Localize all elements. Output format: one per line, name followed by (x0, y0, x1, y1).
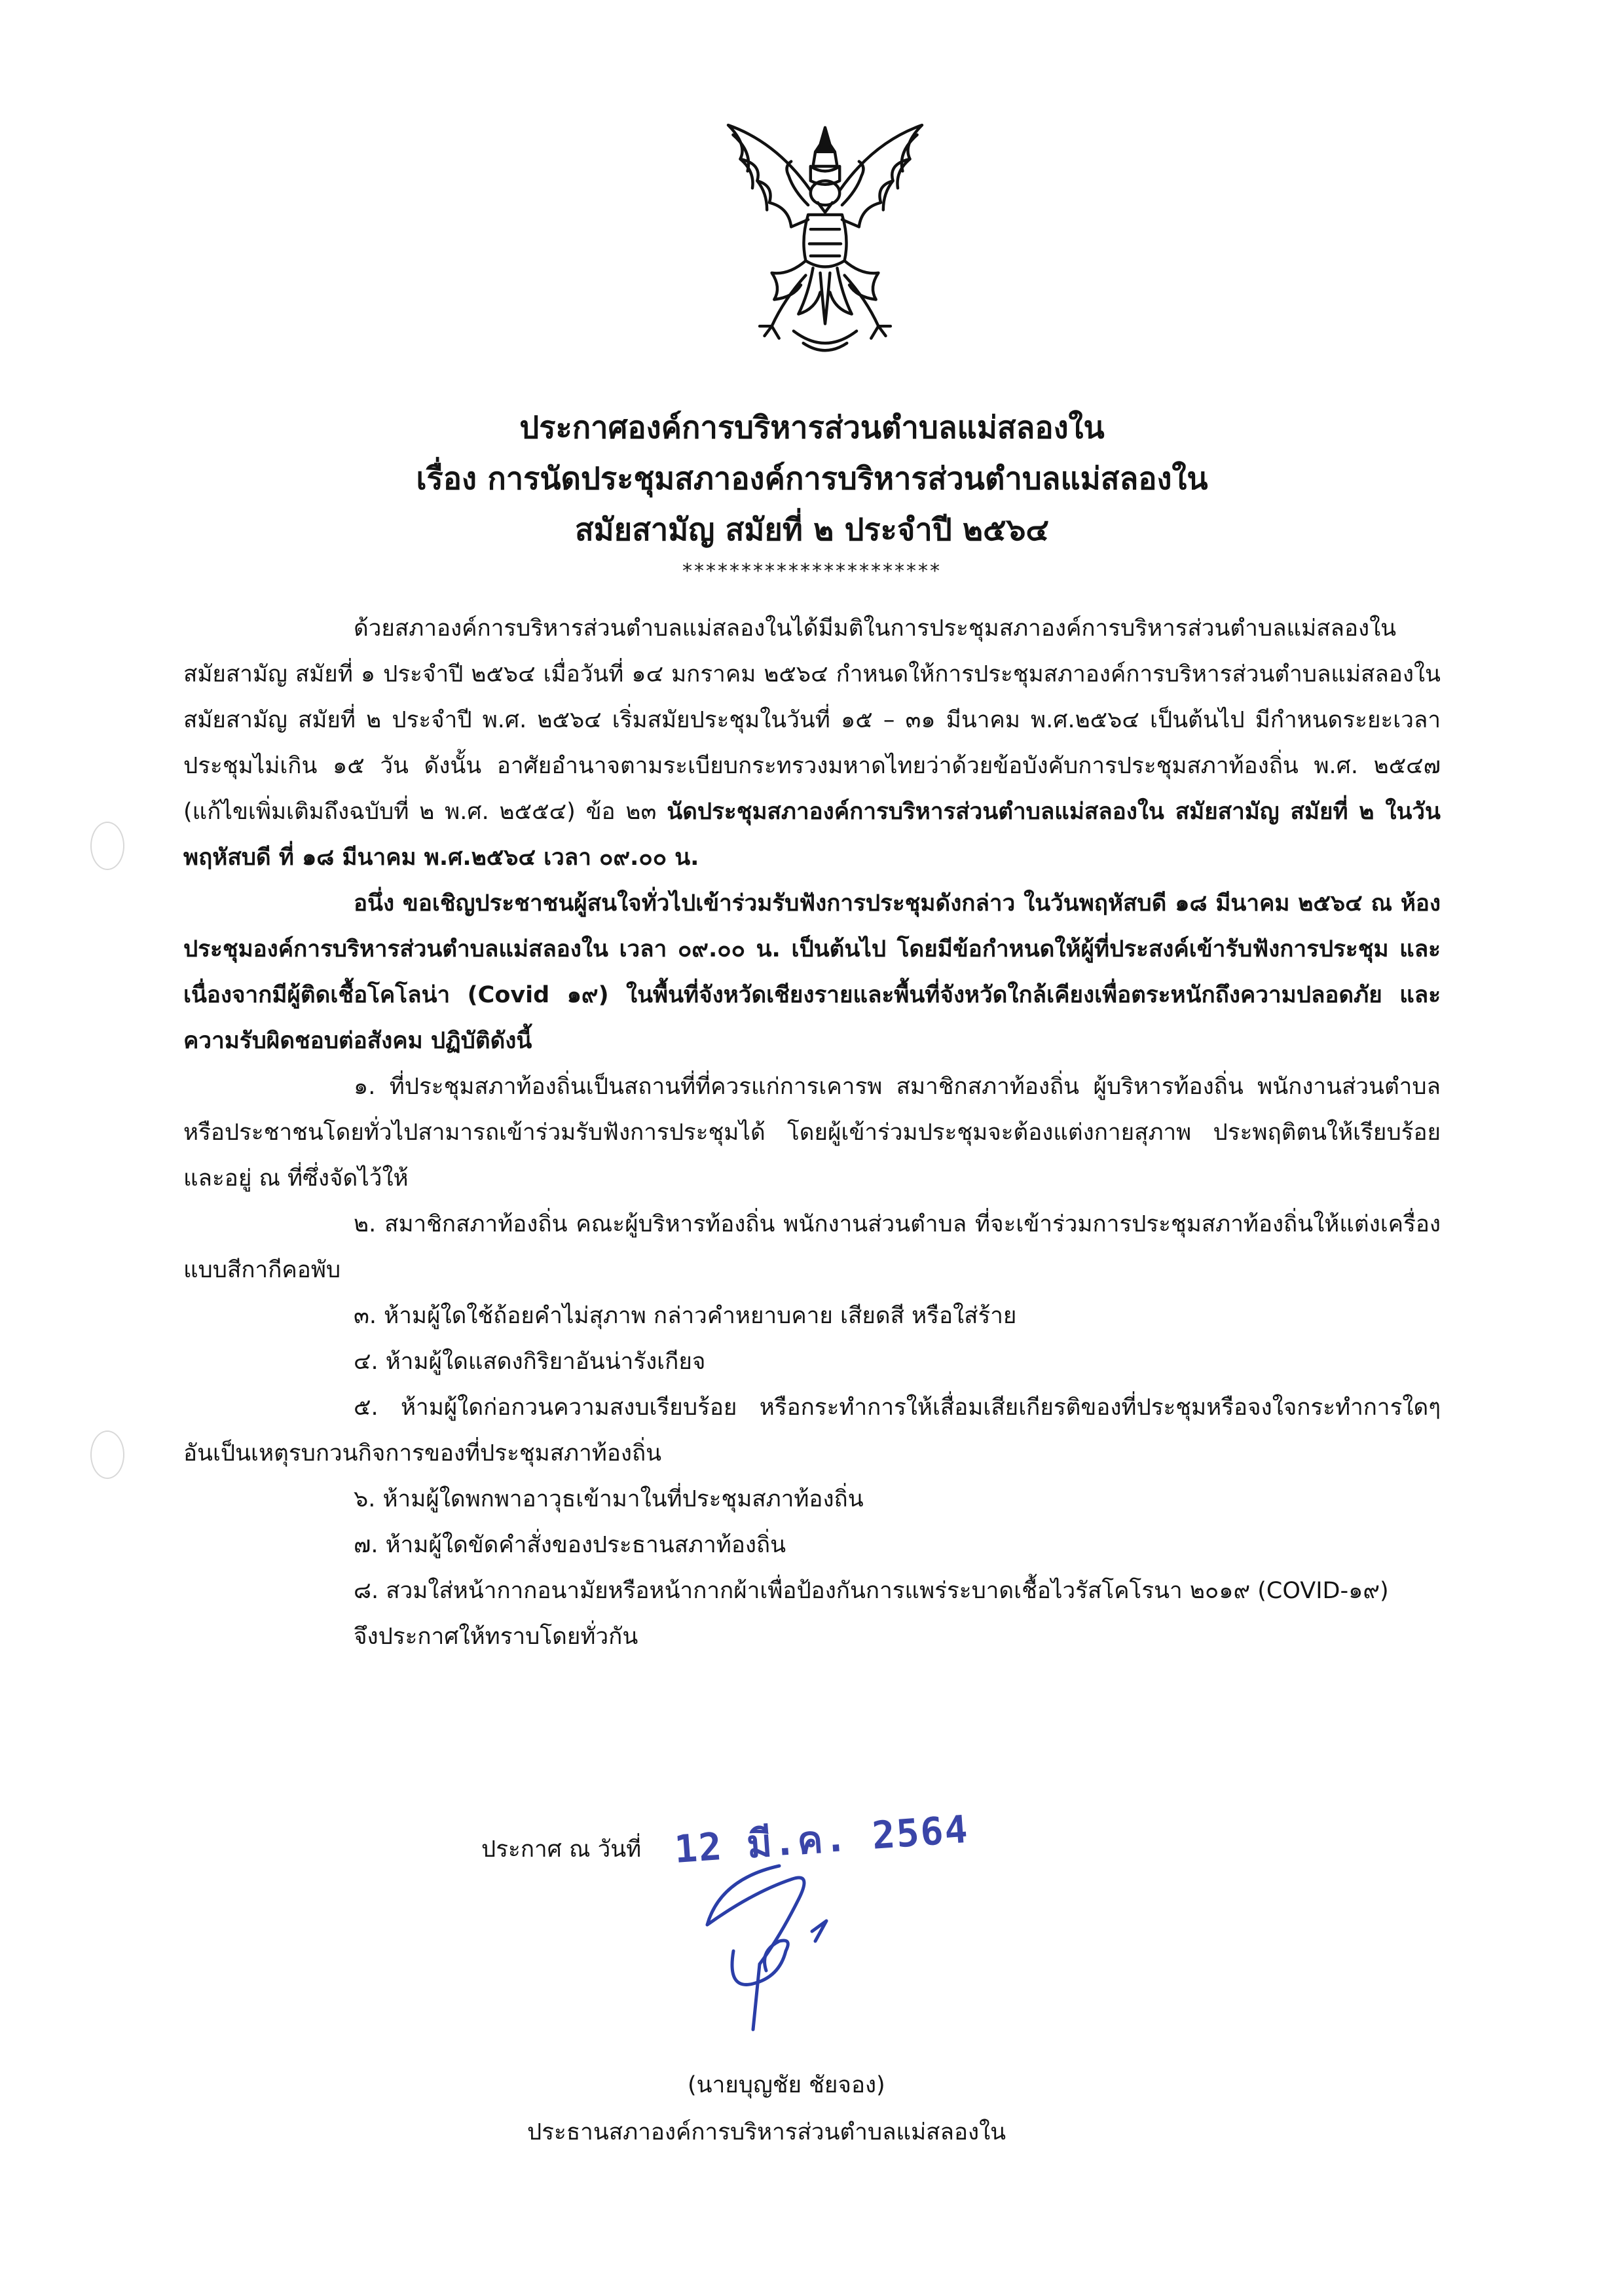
title-separator: ********************** (682, 560, 942, 583)
punch-hole-mark (90, 822, 124, 870)
announcement-session: สมัยสามัญ สมัยที่ ๒ ประจำปี ๒๕๖๔ (575, 512, 1049, 548)
date-stamp: 12 มี.ค. 2564 (673, 1806, 970, 1872)
announcement-subject: เรื่อง การนัดประชุมสภาองค์การบริหารส่วนตำบลแม่สลองใน (416, 461, 1208, 497)
closing-notice: จึงประกาศให้ทราบโดยทั่วกัน (354, 1624, 638, 1650)
garuda-emblem-icon (704, 118, 946, 360)
signer-title: ประธานสภาองค์การบริหารส่วนตำบลแม่สลองใน (527, 2119, 1006, 2145)
rule-item: ๘. สวมใส่หน้ากากอนามัยหรือหน้ากากผ้าเพื่อป้องกันการแพร่ระบาดเชื้อไวรัสโคโรนา ๒๐๑๙ (COVID-๑๙) (354, 1578, 1389, 1604)
signer-name: (นายบุญชัย ชัยจอง) (688, 2072, 885, 2098)
rule-item: ๓. ห้ามผู้ใดใช้ถ้อยคำไม่สุภาพ กล่าวคำหยาบคาย เสียดสี หรือใส่ร้าย (354, 1303, 1017, 1329)
paragraph-resolution (183, 606, 1441, 881)
announcement-body (183, 606, 1441, 1660)
rule-item: ๕. ห้ามผู้ใดก่อกวนความสงบเรียบร้อย หรือกระทำการให้เสื่อมเสียเกียรติของที่ประชุมหรือจงใจกระทำการใดๆ อันเป็นเหตุรบกวนกิจการของที่ประชุมสภาท้องถิ่น (183, 1394, 1441, 1467)
signature-icon (681, 1853, 851, 2036)
paragraph-invitation: อนึ่ง ขอเชิญประชาชนผู้สนใจทั่วไปเข้าร่วมรับฟังการประชุมดังกล่าว ในวันพฤหัสบดี ๑๘ มีนาคม ๒๕๖๔ ณ ห้องประชุมองค์การบริหารส่วนตำบลแม่สลองใน เวลา ๐๙.๐๐ น. เป็นต้นไป โดยมีข้อกำหนดให้ผู้ที่ประสงค์เข้ารับฟังการประชุม และเนื่องจากมีผู้ติดเชื้อโคโลน่า (Covid ๑๙) ในพื้นที่จังหวัดเชียงรายและพื้นที่จังหวัดใกล้เคียงเพื่อตระหนักถึงความปลอดภัย และความรับผิดชอบต่อสังคม ปฏิบัติดังนี้ (183, 890, 1441, 1054)
punch-hole-mark (90, 1430, 124, 1479)
date-label: ประกาศ ณ วันที่ (481, 1836, 642, 1863)
rule-item: ๗. ห้ามผู้ใดขัดคำสั่งของประธานสภาท้องถิ่น (354, 1532, 786, 1558)
rule-item: ๒. สมาชิกสภาท้องถิ่น คณะผู้บริหารท้องถิ่น พนักงานส่วนตำบล ที่จะเข้าร่วมการประชุมสภาท้องถิ่นให้แต่งเครื่องแบบสีกากีคอพับ (183, 1211, 1441, 1283)
announcement-title: ประกาศองค์การบริหารส่วนตำบลแม่สลองใน (519, 410, 1105, 446)
meeting-appointment: นัดประชุมสภาองค์การบริหารส่วนตำบลแม่สลองใน สมัยสามัญ สมัยที่ ๒ ในวันพฤหัสบดี ที่ ๑๘ มีนาคม พ.ศ.๒๕๖๔ เวลา ๐๙.๐๐ น. (183, 799, 1441, 871)
rule-item: ๔. ห้ามผู้ใดแสดงกิริยาอันน่ารังเกียจ (354, 1349, 706, 1375)
rule-item: ๑. ที่ประชุมสภาท้องถิ่นเป็นสถานที่ที่ควรแก่การเคารพ สมาชิกสภาท้องถิ่น ผู้บริหารท้องถิ่น พนักงานส่วนตำบล หรือประชาชนโดยทั่วไปสามารถเข้าร่วมรับฟังการประชุมได้ โดยผู้เข้าร่วมประชุมจะต้องแต่งกายสุภาพ ประพฤติตนให้เรียบร้อย และอยู่ ณ ที่ซึ่งจัดไว้ให้ (183, 1074, 1441, 1192)
rule-item: ๖. ห้ามผู้ใดพกพาอาวุธเข้ามาในที่ประชุมสภาท้องถิ่น (354, 1486, 864, 1512)
paragraph-resolution-text: ด้วยสภาองค์การบริหารส่วนตำบลแม่สลองในได้มีมติในการประชุมสภาองค์การบริหารส่วนตำบลแม่สลองใน สมัยสามัญ สมัยที่ ๑ ประจำปี ๒๕๖๔ เมื่อวันที่ ๑๔ มกราคม ๒๕๖๔ กำหนดให้การประชุมสภาองค์การบริหารส่วนตำบลแม่สลองใน สมัยสามัญ สมัยที่ ๒ ประจำปี พ.ศ. ๒๕๖๔ เริ่มสมัยประชุมในวันที่ ๑๕ – ๓๑ มีนาคม พ.ศ.๒๕๖๔ เป็นต้นไป มีกำหนดระยะเวลาประชุมไม่เกิน ๑๕ วัน ดังนั้น อาศัยอำนาจตามระเบียบกระทรวงมหาดไทยว่าด้วยข้อบังคับการประชุมสภาท้องถิ่น พ.ศ. ๒๕๔๗ (แก้ไขเพิ่มเติมถึงฉบับที่ ๒ พ.ศ. ๒๕๕๔) ข้อ ๒๓ (183, 615, 1441, 825)
